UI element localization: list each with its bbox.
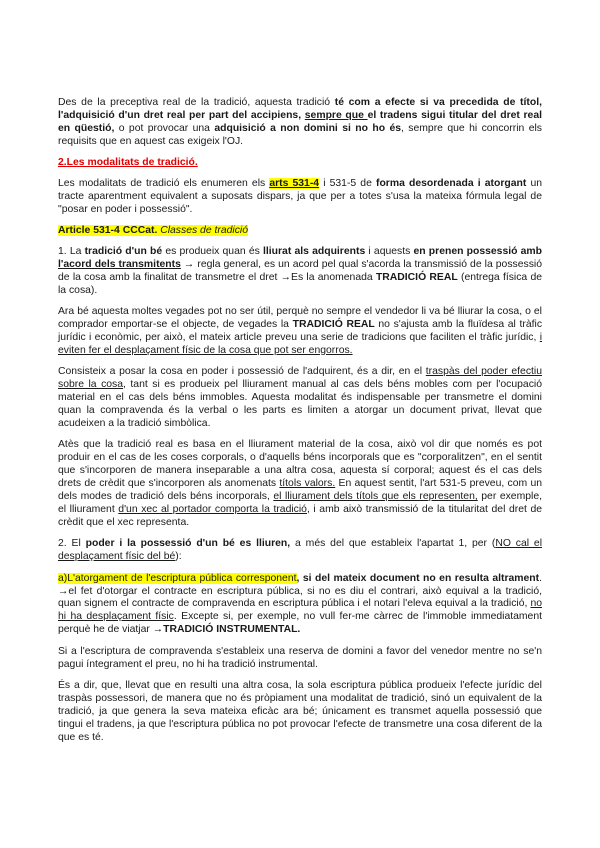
text-bold: té com a efecte si va precedida de títol, l'adquisició d'un dret real per part del accipiens: [58, 97, 542, 121]
text: Consisteix a posar la cosa en poder i possessió de l'adquirent, és a dir, en el: [58, 366, 426, 378]
text: En aquest sentit, l'art 531-5 preveu, com un dels modes de tradició dels béns incorporals,: [58, 478, 542, 503]
text-bold: , si del mateix document no en resulta altrament: [296, 572, 540, 584]
text-underlined: d'un xec al portador comporta la tradició: [118, 503, 307, 515]
section-heading: [58, 157, 542, 170]
text: , tant si es produeix pel lliurament manual al cas dels béns mobles com per l'ocupació material en el cas dels béns immobles. Aquesta modalitat és indispensable per transmetre el domini quan la compravenda és la verbal o les parts es limiten a atorgar un document privat, llevat que acudeixen a la tradició simbòlica.: [58, 379, 542, 430]
text-bold: TRADICIÓ REAL: [292, 319, 375, 331]
text-underlined: sempre que: [304, 109, 368, 121]
text: per exemple, el lliurament: [58, 491, 542, 515]
paragraph-ara-be: [58, 306, 542, 358]
text: → regla general, es un acord pel qual s'acorda la transmissió de la possessió de la cosa amb la finalitat de transmetre el dret →Es la anomenada: [58, 259, 542, 283]
text: un tracte aparentment equivalent a suposats dispars, ja que per a totes s'usa la mateixa fórmula legal de "posar en poder i possessió".: [58, 178, 542, 215]
text-underlined: títols valors.: [279, 478, 336, 490]
text-underlined: i eviten fer el desplaçament físic de la cosa que pot ser engorros.: [58, 332, 542, 356]
text: (entrega física de la cosa).: [58, 271, 543, 296]
text: i 531-5 de: [319, 178, 376, 190]
text-underlined: l'acord dels transmitents: [58, 259, 181, 271]
text: 2. El: [58, 538, 86, 550]
text: Ara bé aquesta moltes vegades pot no ser útil, perquè no sempre el vendedor li va bé lliurar la cosa, o el comprador emportar-se el objecte, de vegades la: [58, 306, 542, 331]
article-heading: [58, 225, 542, 238]
text-bold: tradició d'un bé: [84, 246, 163, 258]
text: . →el fet d'otorgar el contracte en escriptura pública, si no es diu el contrari, això equival a la tradició, quan signem el contracte de compravenda en escriptura pública i el notari l'eleva equival a la tradició,: [58, 572, 542, 610]
text-bold: el tradens sigui titular del dret real en qüestió,: [58, 109, 542, 134]
text: a més del que estableix l'apartat 1, per (: [290, 538, 496, 550]
text: ,: [298, 109, 305, 121]
text: . Excepte si, per exemple, no vull fer-me càrrec de l'immoble immediatament perquè he de viatjar →: [58, 611, 542, 636]
text: Les modalitats de tradició els enumeren els: [58, 178, 270, 190]
article-title: Classes de tradició: [157, 225, 248, 237]
paragraph-consisteix: [58, 366, 542, 431]
article-heading-highlight: [58, 225, 248, 236]
text: , i amb això transmissió de la titularitat del dret de crèdit que el xec representa.: [58, 503, 543, 528]
text: es produeix quan és: [162, 246, 263, 258]
paragraph-tradicio-real: [58, 246, 542, 298]
paragraph-poder-possessio: [58, 538, 542, 564]
text-underlined: el lliurament dels títols que els representen,: [273, 491, 478, 503]
paragraph-escriptura: [58, 573, 542, 638]
text-underlined: NO cal el desplaçament físic del bé: [58, 538, 543, 563]
text-bold: TRADICIÓ REAL: [375, 271, 458, 283]
text-underlined: no hi ha desplaçament físic: [58, 598, 542, 623]
article-number: Article 531-4 CCCat.: [58, 225, 158, 237]
text: i aquests: [365, 246, 414, 258]
paragraph-modalitats: [58, 178, 542, 217]
section-heading-text: 2.Les modalitats de tradició.: [58, 157, 198, 169]
text: Atès que la tradició real es basa en el lliurament material de la cosa, això vol dir que només es pot produir en el cas de les coses corporals, o d'aquells béns incorporals que es "corporalitzen", en el sentit que s'incorporen de manera inseparable a una altra cosa, aquesta sí corporal; aquest és el cas dels drets de crèdit que s'incorporen als anomenats: [58, 439, 542, 490]
text: o pot provocar una: [114, 122, 215, 134]
text-bold: adquisició a non domini si no ho és: [214, 122, 402, 134]
paragraph-ates: [58, 439, 542, 529]
text-bold: TRADICIÓ INSTRUMENTAL.: [163, 624, 301, 636]
document-body: [58, 97, 542, 753]
text-bold: forma desordenada i atorgant: [375, 178, 527, 190]
text: És a dir, que, llevat que en resulti una altra cosa, la sola escriptura pública produeix l'efecte jurídic del traspàs possessori, de manera que no és pròpiament una modalitat de tradició, sinó un equivalent de la tradició, ja que genera la seva mateixa eficàc ara bé; únicament es transmet aquella possessió que tingui el tradens, ja que l'escriptura pública no pot provocar l'efecte de transmetre una cosa diferent de la que es té.: [58, 679, 542, 743]
highlighted-reference: arts 531-4: [269, 178, 320, 190]
text-bold: en prenen possessió amb: [413, 246, 543, 258]
paragraph-reserva-domini: [58, 646, 542, 672]
text-underlined: traspàs del poder efectiu sobre la cosa: [58, 366, 542, 391]
text: 1. La: [58, 246, 85, 258]
text: no s'ajusta amb la fluïdesa al tràfic jurídic i econòmic, per això, el mateix article preveu una serie de tradicions que faciliten el tràfic jurídic,: [58, 319, 543, 344]
text: ):: [175, 551, 182, 563]
paragraph-es-a-dir: [58, 680, 542, 745]
highlighted-text: a)L'atorgament de l'escriptura pública corresponent: [58, 572, 297, 584]
text: , sempre que hi concorrin els requisits que en aquest cas exigeix l'OJ.: [58, 122, 542, 147]
paragraph-intro: [58, 97, 542, 149]
text-bold: poder i la possessió d'un bé es lliuren,: [85, 538, 291, 550]
text: Si a l'escriptura de compravenda s'estableix una reserva de domini a favor del venedor mentre no se'n pagui íntegrament el preu, no hi ha tradició instrumental.: [58, 645, 542, 670]
text-bold: lliurat als adquirents: [263, 246, 366, 258]
text: Des de la preceptiva real de la tradició, aquesta tradició: [58, 97, 335, 108]
